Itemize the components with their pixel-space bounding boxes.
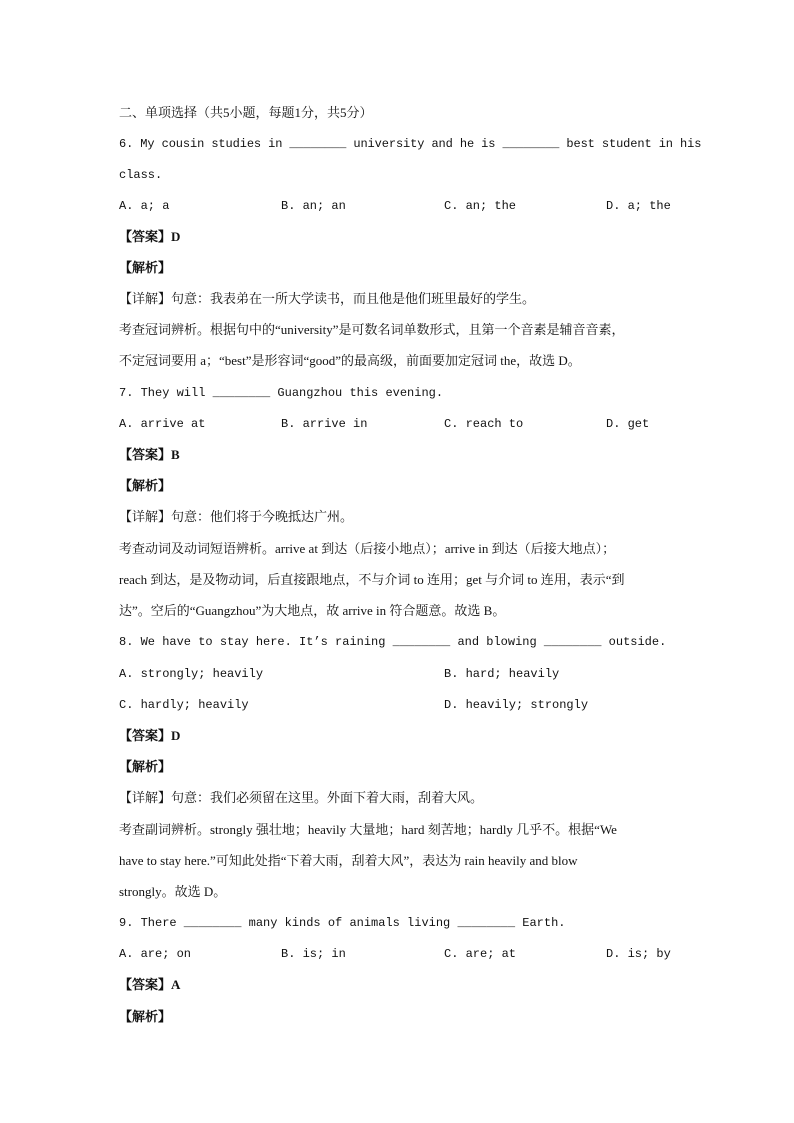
question-6-explanation-2: 不定冠词要用 a；“best”是形容词“good”的最高级，前面要加定冠词 the，故选 D。 — [119, 353, 581, 368]
question-8-detail: 【详解】句意：我们必须留在这里。外面下着大雨，刮着大风。 — [119, 790, 484, 805]
question-6-option-a: A. a; a — [119, 199, 170, 213]
question-8-option-b: B. hard; heavily — [444, 667, 560, 681]
question-9-option-c: C. are; at — [444, 947, 517, 961]
question-9-option-a: A. are; on — [119, 947, 192, 961]
question-7-stem: 7. They will ________ Guangzhou this evening. — [119, 386, 444, 400]
question-7-explanation-1: 考查动词及动词短语辨析。arrive at 到达（后接小地点）；arrive in 到达（后接大地点）； — [119, 541, 616, 556]
question-6-stem: 6. My cousin studies in ________ university and he is ________ best student in his — [119, 137, 702, 151]
question-8-explanation-3: strongly。故选 D。 — [119, 884, 227, 899]
question-6-stem-cont: class. — [119, 168, 163, 182]
question-9-analysis-label: 【解析】 — [119, 1009, 172, 1024]
question-7-analysis-label: 【解析】 — [119, 478, 172, 493]
question-8-option-c: C. hardly; heavily — [119, 698, 249, 712]
question-6-analysis-label: 【解析】 — [119, 260, 172, 275]
question-6-answer: 【答案】D — [119, 229, 181, 244]
question-7-detail: 【详解】句意：他们将于今晚抵达广州。 — [119, 509, 354, 524]
question-9-option-b: B. is; in — [281, 947, 346, 961]
question-6-option-c: C. an; the — [444, 199, 517, 213]
question-7-option-b: B. arrive in — [281, 417, 368, 431]
section-heading: 二、单项选择（共5小题，每题1分，共5分） — [119, 105, 373, 120]
question-8-explanation-2: have to stay here.”可知此处指“下着大雨，刮着大风”，表达为 rain heavily and blow — [119, 853, 578, 868]
question-8-option-a: A. strongly; heavily — [119, 667, 264, 681]
question-6-option-d: D. a; the — [606, 199, 671, 213]
question-9-stem: 9. There ________ many kinds of animals living ________ Earth. — [119, 916, 566, 930]
question-7-option-d: D. get — [606, 417, 650, 431]
question-8-analysis-label: 【解析】 — [119, 759, 172, 774]
question-6-option-b: B. an; an — [281, 199, 346, 213]
question-7-explanation-2: reach 到达，是及物动词，后直接跟地点，不与介词 to 连用；get 与介词 to 连用，表示“到 — [119, 572, 625, 587]
question-7-option-c: C. reach to — [444, 417, 524, 431]
question-6-explanation-1: 考查冠词辨析。根据句中的“university”是可数名词单数形式，且第一个音素是辅音音素， — [119, 322, 625, 337]
question-7-option-a: A. arrive at — [119, 417, 206, 431]
question-7-explanation-3: 达”。空后的“Guangzhou”为大地点，故 arrive in 符合题意。故选 B。 — [119, 603, 506, 618]
question-8-stem: 8. We have to stay here. It’s raining ________ and blowing ________ outside. — [119, 635, 667, 649]
question-8-explanation-1: 考查副词辨析。strongly 强壮地；heavily 大量地；hard 刻苦地；hardly 几乎不。根据“We — [119, 822, 617, 837]
question-8-answer: 【答案】D — [119, 728, 181, 743]
question-9-answer: 【答案】A — [119, 977, 181, 992]
question-7-answer: 【答案】B — [119, 447, 180, 462]
question-8-option-d: D. heavily; strongly — [444, 698, 589, 712]
question-6-detail: 【详解】句意：我表弟在一所大学读书，而且他是他们班里最好的学生。 — [119, 291, 536, 306]
question-9-option-d: D. is; by — [606, 947, 671, 961]
